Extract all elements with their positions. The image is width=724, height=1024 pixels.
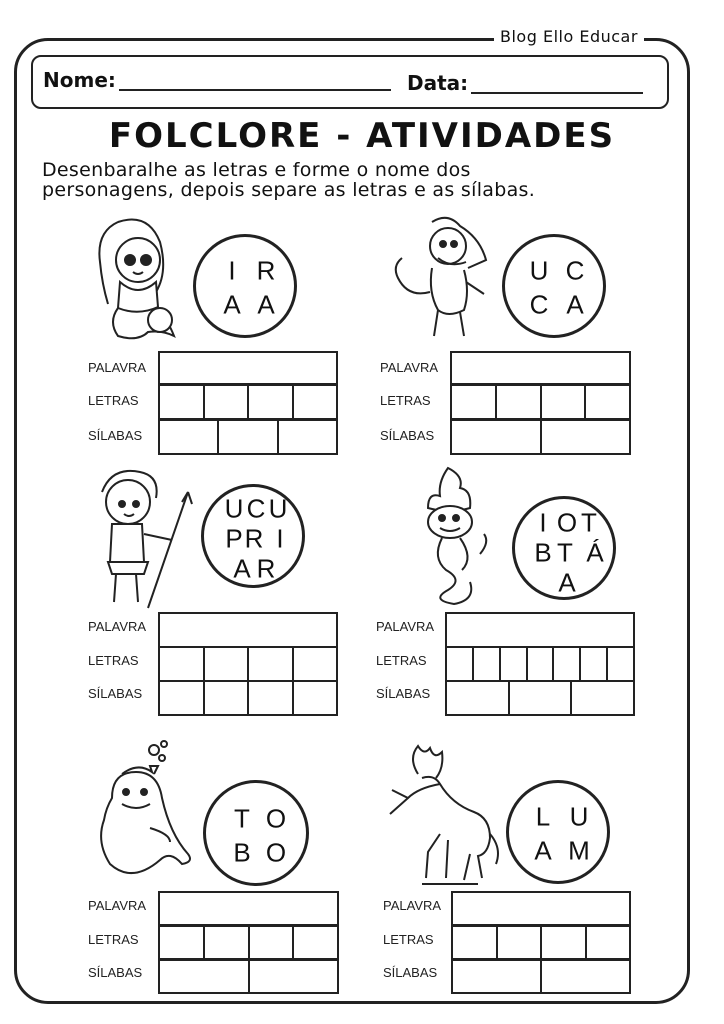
scrambled-letter: L	[535, 801, 551, 832]
word-box[interactable]	[451, 891, 631, 926]
word-box[interactable]	[450, 351, 631, 385]
letter-circle-5	[203, 780, 309, 886]
scrambled-letter: C	[529, 289, 549, 320]
letters-boxes[interactable]	[445, 646, 635, 682]
syllables-label: SÍLABAS	[88, 428, 143, 443]
name-field[interactable]	[119, 89, 391, 91]
letter-circle-4	[512, 496, 616, 600]
word-box[interactable]	[445, 612, 635, 648]
word-label: PALAVRA	[88, 619, 147, 634]
scrambled-letter: U	[224, 493, 244, 524]
scrambled-letter: U	[268, 493, 288, 524]
scrambled-letter: B	[534, 537, 552, 568]
letters-label: LETRAS	[88, 393, 139, 408]
scrambled-letter: C	[565, 255, 585, 286]
word-label: PALAVRA	[88, 898, 147, 913]
scrambled-letter: B	[233, 837, 251, 868]
syllables-boxes[interactable]	[451, 959, 631, 994]
syllables-label: SÍLABAS	[383, 965, 438, 980]
scrambled-letter: T	[234, 803, 250, 834]
word-label: PALAVRA	[383, 898, 442, 913]
letters-boxes[interactable]	[158, 384, 338, 420]
headless-mule-illustration	[378, 738, 502, 890]
scrambled-letter: U	[529, 255, 549, 286]
word-box[interactable]	[158, 351, 338, 385]
scrambled-letter: Á	[586, 537, 604, 568]
letters-label: LETRAS	[383, 932, 434, 947]
letters-boxes[interactable]	[158, 646, 338, 682]
syllables-boxes[interactable]	[158, 680, 338, 716]
blog-credit: Blog Ello Educar	[494, 27, 644, 46]
instructions-line-1: Desenbaralhe as letras e forme o nome dos	[42, 159, 471, 181]
word-box[interactable]	[158, 891, 339, 926]
scrambled-letter: A	[566, 289, 584, 320]
scrambled-letter: R	[256, 255, 276, 286]
scrambled-letter: O	[265, 837, 287, 868]
letter-circle-2	[502, 234, 606, 338]
syllables-boxes[interactable]	[158, 959, 339, 994]
fire-serpent-illustration	[414, 462, 494, 610]
instructions	[42, 160, 702, 200]
letters-label: LETRAS	[380, 393, 431, 408]
word-box[interactable]	[158, 612, 338, 648]
word-label: PALAVRA	[376, 619, 435, 634]
scrambled-letter: O	[556, 507, 578, 538]
date-label: Data:	[407, 71, 469, 95]
scrambled-letter: C	[246, 493, 266, 524]
date-field[interactable]	[471, 92, 643, 94]
scrambled-letter: I	[228, 255, 236, 286]
scrambled-letter: A	[558, 567, 576, 598]
syllables-label: SÍLABAS	[88, 686, 143, 701]
letters-label: LETRAS	[88, 653, 139, 668]
scrambled-letter: M	[568, 835, 590, 866]
syllables-label: SÍLABAS	[376, 686, 431, 701]
scrambled-letter: R	[244, 523, 264, 554]
scrambled-letter: A	[223, 289, 241, 320]
letter-circle-6	[506, 780, 610, 884]
syllables-boxes[interactable]	[450, 419, 631, 455]
letters-label: LETRAS	[376, 653, 427, 668]
scrambled-letter: A	[534, 835, 552, 866]
letter-circle-3	[201, 484, 305, 588]
scrambled-letter: R	[256, 553, 276, 584]
scrambled-letter: I	[539, 507, 547, 538]
name-date-box	[31, 55, 669, 109]
scrambled-letter: U	[569, 801, 589, 832]
word-label: PALAVRA	[380, 360, 439, 375]
scrambled-letter: T	[557, 537, 573, 568]
indigenous-boy-illustration	[82, 462, 194, 610]
scrambled-letter: T	[581, 507, 597, 538]
instructions-line-2: personagens, depois separe as letras e as sílabas.	[42, 179, 536, 201]
scrambled-letter: P	[225, 523, 243, 554]
syllables-label: SÍLABAS	[88, 965, 143, 980]
scrambled-letter: I	[276, 523, 284, 554]
scrambled-letter: A	[233, 553, 251, 584]
name-label: Nome:	[43, 68, 116, 92]
dolphin-illustration	[92, 738, 202, 888]
mermaid-illustration	[78, 212, 190, 344]
scrambled-letter: A	[257, 289, 275, 320]
syllables-boxes[interactable]	[445, 680, 635, 716]
syllables-label: SÍLABAS	[380, 428, 435, 443]
letters-boxes[interactable]	[450, 384, 631, 420]
dragon-illustration	[388, 212, 500, 346]
letters-boxes[interactable]	[451, 925, 631, 960]
page-title: FOLCLORE - ATIVIDADES	[108, 116, 616, 156]
letters-label: LETRAS	[88, 932, 139, 947]
syllables-boxes[interactable]	[158, 419, 338, 455]
word-label: PALAVRA	[88, 360, 147, 375]
letters-boxes[interactable]	[158, 925, 339, 960]
scrambled-letter: O	[265, 803, 287, 834]
letter-circle-1	[193, 234, 297, 338]
